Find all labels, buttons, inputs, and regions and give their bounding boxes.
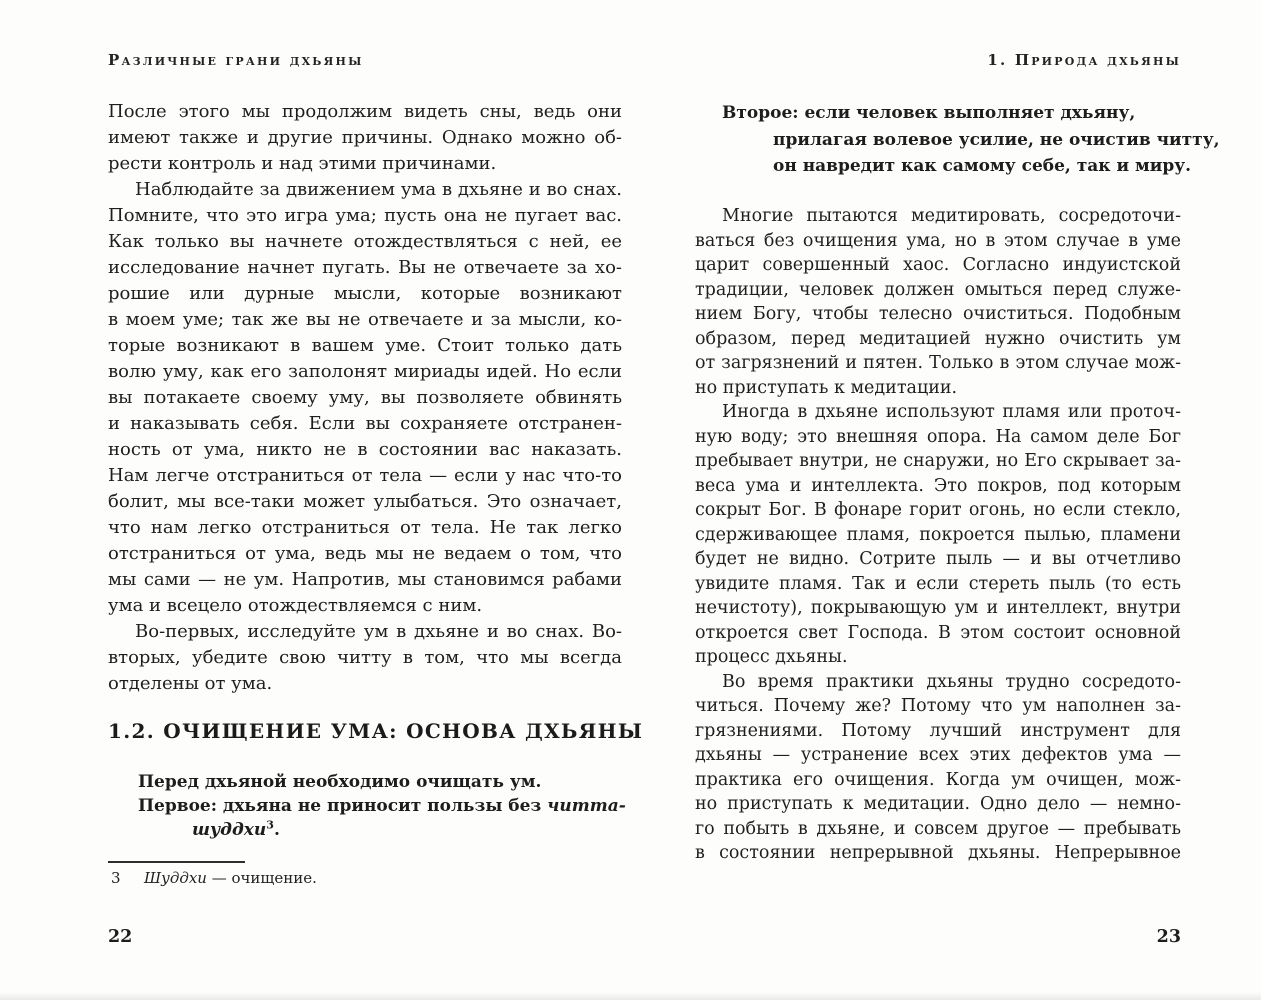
text-line: рести контроль и над этими причинами.	[108, 153, 497, 174]
text-line: исследование начнет пугать. Вы не отвечаете за хо-	[108, 257, 622, 278]
text-line: дхьяны — устранение всех этих дефектов ума —	[695, 745, 1181, 765]
text-line: Как только вы начнете отождествляться с ней, ее	[108, 231, 622, 252]
text-line: нием Богу, чтобы телесно очиститься. Подобным	[695, 304, 1181, 324]
text-line: Во время практики дхьяны трудно сосредото-	[722, 671, 1181, 692]
text-line: ную воду; это внешняя опора. На самом деле Бог	[695, 426, 1181, 447]
paragraph	[695, 204, 1181, 400]
footnote-text: — очищение.	[206, 869, 317, 887]
right-page-body	[695, 204, 1181, 866]
text-line: волю уму, как его заполонят мириады идей. Но если	[108, 361, 622, 382]
text-line: что нам легко отстраниться от тела. Не так легко	[108, 517, 622, 538]
text-line: Нам легче отстраниться от тела — если у нас что-то	[108, 465, 622, 486]
text-line: от загрязнений и пятен. Только в этом случае мож-	[695, 353, 1181, 373]
text-line: царит совершенный хаос. Согласно индуистской	[695, 255, 1181, 275]
text-line: мы сами — не ум. Напротив, мы становимся рабами	[108, 569, 622, 590]
text-line: го побыть в дхьяне, и совсем другое — пребывать	[695, 818, 1181, 839]
verse-quote-left	[138, 770, 626, 842]
text-line: но приступать к медитации.	[695, 377, 958, 398]
running-head-left: Различные грани дхьяны	[108, 51, 364, 69]
text-line: веса ума и интеллекта. Это покров, под которым	[695, 475, 1181, 496]
footnote-rule	[108, 861, 245, 863]
text-line: ума и всецело отождествляемся с ним.	[108, 595, 483, 616]
verse-quote-right	[722, 100, 1220, 180]
paragraph	[108, 619, 622, 697]
text-line: вы потакаете своему уму, вы позволяете обвинять	[108, 387, 622, 408]
text-line: пребывает внутри, не снаружи, но Его скрывает за-	[695, 451, 1181, 471]
running-head-right: 1. Природа дхьяны	[987, 51, 1181, 69]
text-line: вторых, убедите свою читту в том, что мы всегда	[108, 647, 622, 668]
footnote-reference: 3	[266, 818, 274, 832]
text-line: откроется свет Господа. В этом состоит основной	[695, 622, 1181, 643]
quote-text: .	[273, 820, 280, 840]
paragraph	[108, 177, 622, 619]
text-line: рошие или дурные мысли, которые возникают	[108, 283, 622, 304]
quote-line: прилагая волевое усилие, не очистив читту,	[773, 129, 1220, 150]
text-line: образом, перед медитацией нужно очистить ум	[695, 328, 1181, 349]
text-line: процесс дхьяны.	[695, 647, 848, 667]
paragraph	[695, 400, 1181, 670]
text-line: будет не видно. Сотрите пыль — и вы отчетливо	[695, 549, 1181, 569]
quote-term-italic: шуддхи	[192, 820, 267, 840]
quote-term-italic: читта-	[547, 796, 626, 816]
left-page-body	[108, 99, 622, 697]
text-line: увидите пламя. Так и если стереть пыль (то есть	[695, 573, 1181, 594]
page-number-left: 22	[108, 927, 133, 947]
text-line: имеют также и другие причины. Однако можно об-	[108, 127, 622, 148]
text-line: Иногда в дхьяне используют пламя или проточ-	[722, 402, 1181, 422]
text-line: и наказывать себя. Если вы сохраняете отстранен-	[108, 413, 622, 434]
text-line: ваться без очищения ума, но в этом случае в уме	[695, 230, 1181, 251]
text-line: После этого мы продолжим видеть сны, ведь они	[108, 101, 622, 122]
quote-line: Второе: если человек выполняет дхьяну,	[722, 103, 1136, 123]
text-line: Многие пытаются медитировать, сосредоточи-	[722, 206, 1181, 226]
quote-line	[138, 794, 626, 818]
footnote-term-italic: Шуддхи	[144, 869, 207, 887]
scan-edge-shadow	[0, 992, 1261, 1000]
page-number-right: 23	[1156, 927, 1181, 947]
text-line: но приступать к медитации. Одно дело — немно-	[695, 794, 1181, 814]
section-heading: 1.2. ОЧИЩЕНИЕ УМА: ОСНОВА ДХЬЯНЫ	[108, 719, 644, 743]
text-line: торые возникают в вашем уме. Стоит только дать	[108, 335, 622, 356]
text-line: Наблюдайте за движением ума в дхьяне и во снах.	[135, 179, 622, 200]
quote-line: он навредит как самому себе, так и миру.	[773, 156, 1192, 176]
text-line: в состоянии непрерывной дхьяны. Непрерывное	[695, 843, 1181, 863]
text-line: практика его очищения. Когда ум очищен, мож-	[695, 769, 1181, 790]
text-line: болит, мы все-таки может улыбаться. Это означает,	[108, 491, 622, 512]
text-line: нечистоту), покрывающую ум и интеллект, внутри	[695, 598, 1181, 618]
footnote	[111, 869, 317, 887]
text-line: грязнениями. Потому лучший инструмент для	[695, 720, 1181, 741]
quote-line: Перед дхьяной необходимо очищать ум.	[138, 772, 542, 792]
text-line: ность от ума, никто не в состоянии вас наказать.	[108, 439, 622, 460]
paragraph	[695, 670, 1181, 866]
footnote-marker: 3	[111, 869, 121, 887]
paragraph	[108, 99, 622, 177]
text-line: сокрыт Бог. В фонаре горит огонь, но если стекло,	[695, 500, 1181, 520]
text-line: читься. Почему же? Потому что ум наполнен за-	[695, 696, 1181, 716]
quote-text: Первое: дхьяна не приносит пользы без	[138, 796, 548, 816]
text-line: в моем уме; так же вы не отвечаете и за мысли, ко-	[108, 309, 622, 330]
text-line: отделены от ума.	[108, 673, 273, 694]
quote-line	[192, 818, 626, 842]
text-line: сдерживающее пламя, покроется пылью, пламени	[695, 524, 1181, 545]
text-line: отстраниться от ума, ведь мы не ведаем о том, что	[108, 543, 622, 564]
text-line: Во-первых, исследуйте ум в дхьяне и во снах. Во-	[135, 621, 622, 642]
text-line: Помните, что это игра ума; пусть она не пугает вас.	[108, 205, 622, 226]
text-line: традиции, человек должен омыться перед служе-	[695, 279, 1181, 300]
